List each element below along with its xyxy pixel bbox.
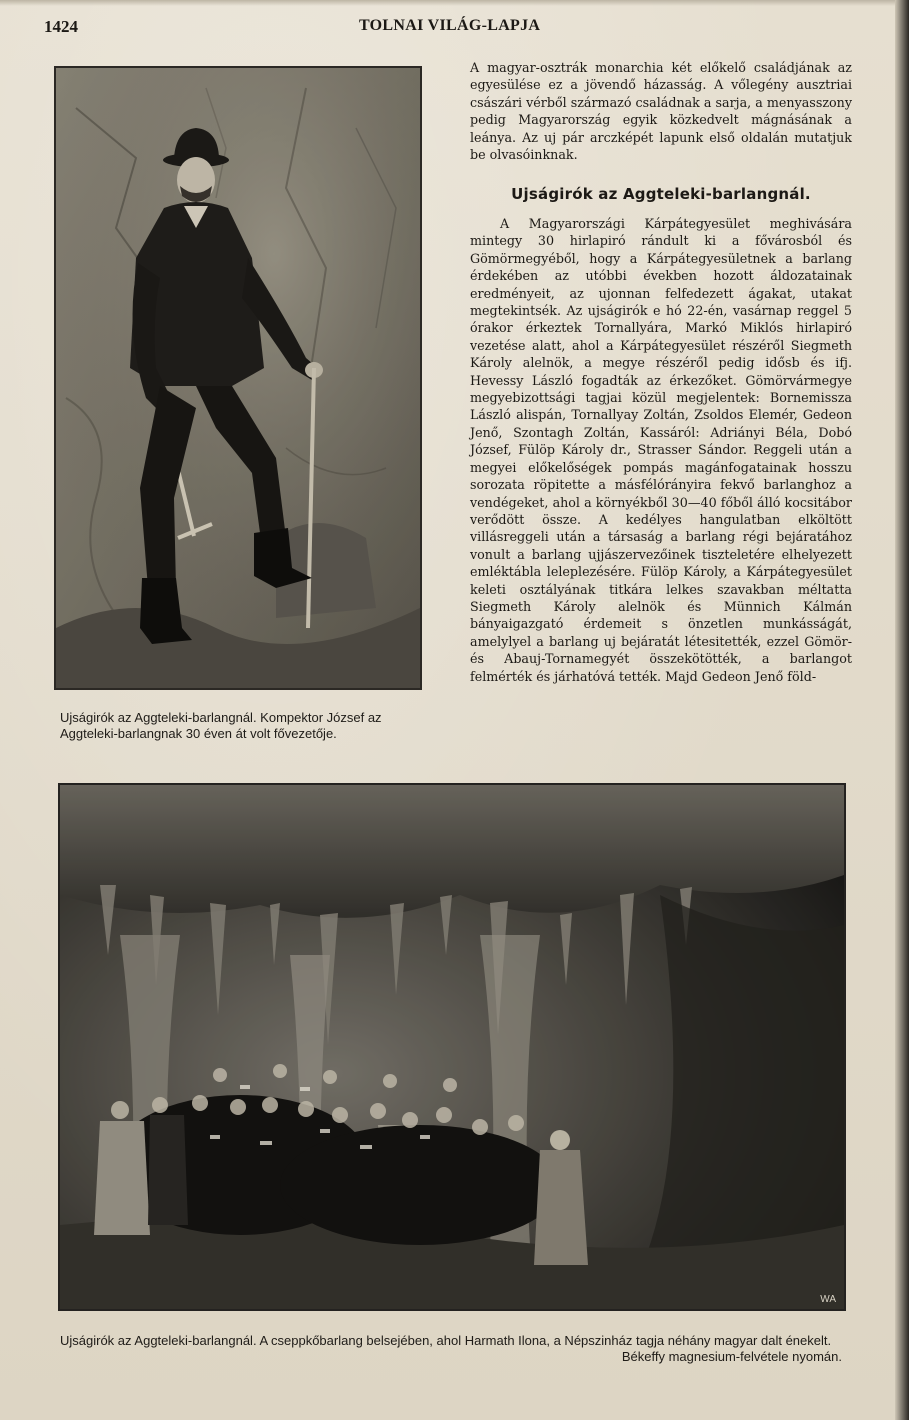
cave-photo <box>58 783 846 1311</box>
intro-paragraph: A magyar-osztrák monarchia két előkelő családjának az egyesülése ez a jövendő házasság. A vőlegény ausztriai császári vérből származó családnak a sarja, a menyasszony pedig Magyarország egyik közkedvelt mágnásának a leánya. Az uj pár arczképét lapunk első oldalán mutatjuk be olvasóinknak. <box>470 60 852 163</box>
article-heading: Ujságirók az Aggteleki-barlangnál. <box>511 185 811 203</box>
running-title: TOLNAI VILÁG-LAPJA <box>359 17 541 34</box>
cave-caption-text: Ujságirók az Aggteleki-barlangnál. A cseppkőbarlang belsejében, ahol Harmath Ilona, a Népszinház tagja néhány magyar dalt énekelt. <box>60 1333 832 1348</box>
photo-credit: Békeffy magnesium-felvétele nyomán. <box>621 1349 842 1364</box>
page-number: 1424 <box>44 17 78 36</box>
cave-illustration <box>60 785 844 1309</box>
cave-caption <box>60 1333 842 1365</box>
page-top-shadow <box>0 0 909 6</box>
portrait-photo <box>54 66 422 690</box>
page-header <box>44 15 854 39</box>
article-body: A Magyarországi Kárpátegyesület meghivására mintegy 30 hirlapiró rándult ki a fővárosból és Gömörmegyéből, hogy a Kárpátegyesületnek a barlang érdekében az utóbbi években hozott áldozatainak eredményeit, az ujonnan felfedezett ágakat, utakat megtekintsék. Az ujságirók e hó 22-én, vasárnap reggel 5 órakor érkeztek Tornallyára, Markó Miklós hirlapiró vezetése alatt, ahol a Kárpátegyesület részéről Siegmeth Károly alelnök, a megye részéről pedig idősb és ifj. Hevessy László fogadták az érkezőket. Gömörvármegye megyebizottsági tagjai közül megjelentek: Bornemissza László alispán, Tornallyay Zoltán, Zsoldos Elemér, Gedeon Jenő, Szontagh Zoltán, Kassáról: Adriányi Béla, Dobó József, Fülöp Károly dr., Strasser Sándor. Reggeli után a megyei előkelőségek pompás magánfogatainak hosszu sorozata röpitette a másfélórányira fekvő barlanghoz a vendégeket, ahol a környékből 30—40 főből álló kocsitábor verődött össze. A kedélyes hangulatban elköltött villásreggeli után a társaság a barlang régi bejáratához vonult a barlang ujjászervezőinek tiszteletére elhelyezett emléktábla leleplezésére. Fülöp Károly, a Kárpátegyesület keleti osztályának titkára lelkes szavakban méltatta Siegmeth Károly alelnök és Münnich Kálmán bányaigazgató érdemeit s önzetlen munkásságát, amelylyel a barlang uj bejáratát létesitették, ezzel Gömör- és Abauj-Tornamegyét összekötötték, a barlangot felmérték és járhatóvá tették. Majd Gedeon Jenő föld- <box>470 216 852 684</box>
page-binding-edge <box>895 0 909 1420</box>
portrait-caption: Ujságirók az Aggteleki-barlangnál. Kompektor József az Aggteleki-barlangnak 30 éven át volt fővezetője. <box>60 710 382 741</box>
portrait-illustration <box>56 68 420 688</box>
photographer-monogram: WA <box>820 1294 836 1305</box>
